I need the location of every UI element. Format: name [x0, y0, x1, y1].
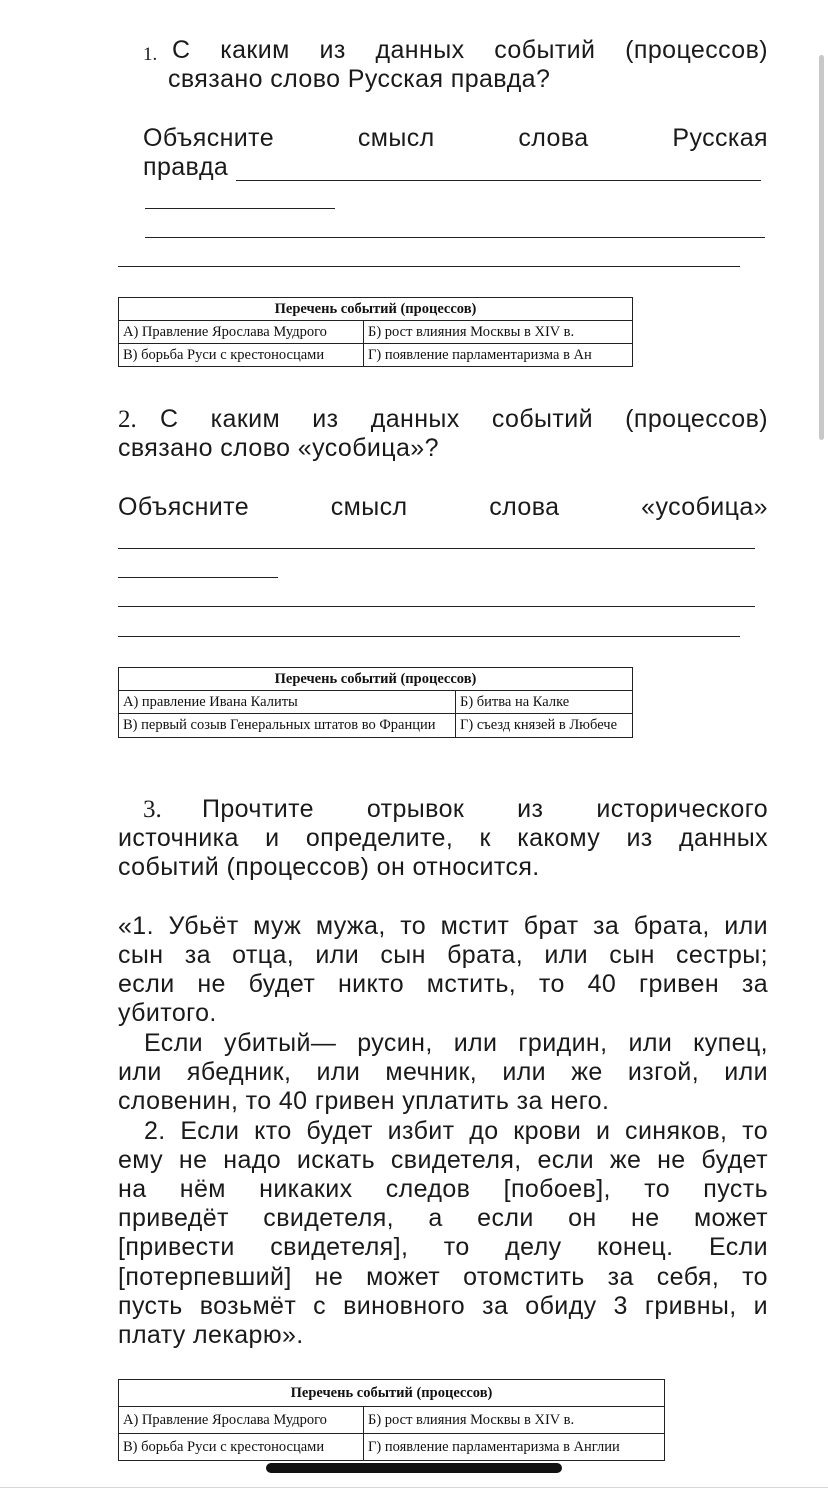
table-cell: В) борьба Руси с крестоносцами — [119, 344, 364, 367]
quote-line: сын за отца, или сын брата, или сын сестры; — [118, 941, 768, 969]
q3-table-header: Перечень событий (процессов) — [119, 1380, 665, 1407]
q1-answer-line[interactable] — [118, 266, 740, 267]
q2-question-line1: С каким из данных событий (процессов) — [160, 405, 768, 433]
table-cell: Б) рост влияния Москвы в XIV в. — [364, 321, 633, 344]
q2-table-header: Перечень событий (процессов) — [119, 668, 633, 691]
q1-table-header: Перечень событий (процессов) — [119, 298, 633, 321]
q2-answer-line[interactable] — [118, 606, 755, 607]
table-cell: А) Правление Ярослава Мудрого — [119, 321, 364, 344]
q2-number: 2. — [118, 406, 137, 433]
q1-answer-line[interactable] — [236, 180, 761, 181]
table-cell: Б) битва на Калке — [456, 691, 633, 714]
quote-line: «1. Убьёт муж мужа, то мстит брат за брата, или — [118, 912, 768, 940]
quote-line: пусть возьмёт с виновного за обиду 3 гривны, и — [118, 1292, 768, 1320]
q3-question-line3: событий (процессов) он относится. — [118, 853, 540, 881]
home-indicator[interactable] — [266, 1463, 562, 1473]
quote-line: если не будет никто мстить, то 40 гривен за — [118, 970, 768, 998]
table-row — [119, 1407, 665, 1434]
table-cell: Г) появление парламентаризма в Англии — [364, 1434, 665, 1461]
quote-line: убитого. — [118, 999, 217, 1027]
table-row — [119, 714, 633, 738]
q2-events-table — [118, 667, 633, 738]
q1-question-line2: связано слово Русская правда? — [168, 65, 551, 93]
quote-line: [потерпевший] не может отомстить за себя, то — [118, 1263, 768, 1291]
table-cell: А) правление Ивана Калиты — [119, 691, 456, 714]
table-cell: Б) рост влияния Москвы в XIV в. — [364, 1407, 665, 1434]
table-cell: В) первый созыв Генеральных штатов во Франции — [119, 714, 456, 738]
q2-answer-line[interactable] — [118, 577, 278, 578]
table-cell: Г) съезд князей в Любече — [456, 714, 633, 738]
q3-question-line1: Прочтите отрывок из исторического — [202, 795, 768, 823]
quote-line: или ябедник, или мечник, или же изгой, или — [118, 1058, 768, 1086]
quote-line: на нём никаких следов [побоев], то пусть — [118, 1175, 768, 1203]
table-row — [119, 1434, 665, 1461]
q1-explain-line1: Объясните смысл слова Русская — [143, 124, 768, 152]
q1-question-line1: С каким из данных событий (процессов) — [172, 36, 768, 64]
q1-events-table — [118, 297, 633, 367]
q2-answer-line[interactable] — [118, 636, 740, 637]
table-row — [119, 344, 633, 367]
table-cell: А) Правление Ярослава Мудрого — [119, 1407, 364, 1434]
scrollbar[interactable] — [819, 55, 824, 440]
q2-explain-line1: Объясните смысл слова «усобица» — [118, 493, 768, 521]
bottom-divider — [0, 1487, 828, 1488]
q1-answer-line[interactable] — [145, 208, 335, 209]
q1-explain-line2: правда — [143, 153, 229, 181]
table-cell: В) борьба Руси с крестоносцами — [119, 1434, 364, 1461]
q3-number: 3. — [143, 796, 162, 823]
q2-answer-line[interactable] — [118, 548, 755, 549]
quote-line: Если убитый— русин, или гридин, или купец, — [144, 1029, 768, 1057]
table-row — [119, 691, 633, 714]
table-row — [119, 321, 633, 344]
quote-line: 2. Если кто будет избит до крови и синяков, то — [144, 1117, 768, 1145]
quote-line: словенин, то 40 гривен уплатить за него. — [118, 1087, 610, 1115]
q2-question-line2: связано слово «усобица»? — [118, 434, 439, 462]
table-cell: Г) появление парламентаризма в Ан — [364, 344, 633, 367]
q3-events-table — [118, 1379, 665, 1461]
quote-line: плату лекарю». — [118, 1321, 304, 1349]
quote-line: приведёт свидетеля, а если он не может — [118, 1204, 768, 1232]
q1-number: 1. — [143, 44, 158, 65]
quote-line: ему не надо искать свидетеля, если же не будет — [118, 1146, 768, 1174]
q1-answer-line[interactable] — [145, 237, 765, 238]
q3-question-line2: источника и определите, к какому из данных — [118, 824, 768, 852]
quote-line: [привести свидетеля], то делу конец. Если — [118, 1233, 768, 1261]
